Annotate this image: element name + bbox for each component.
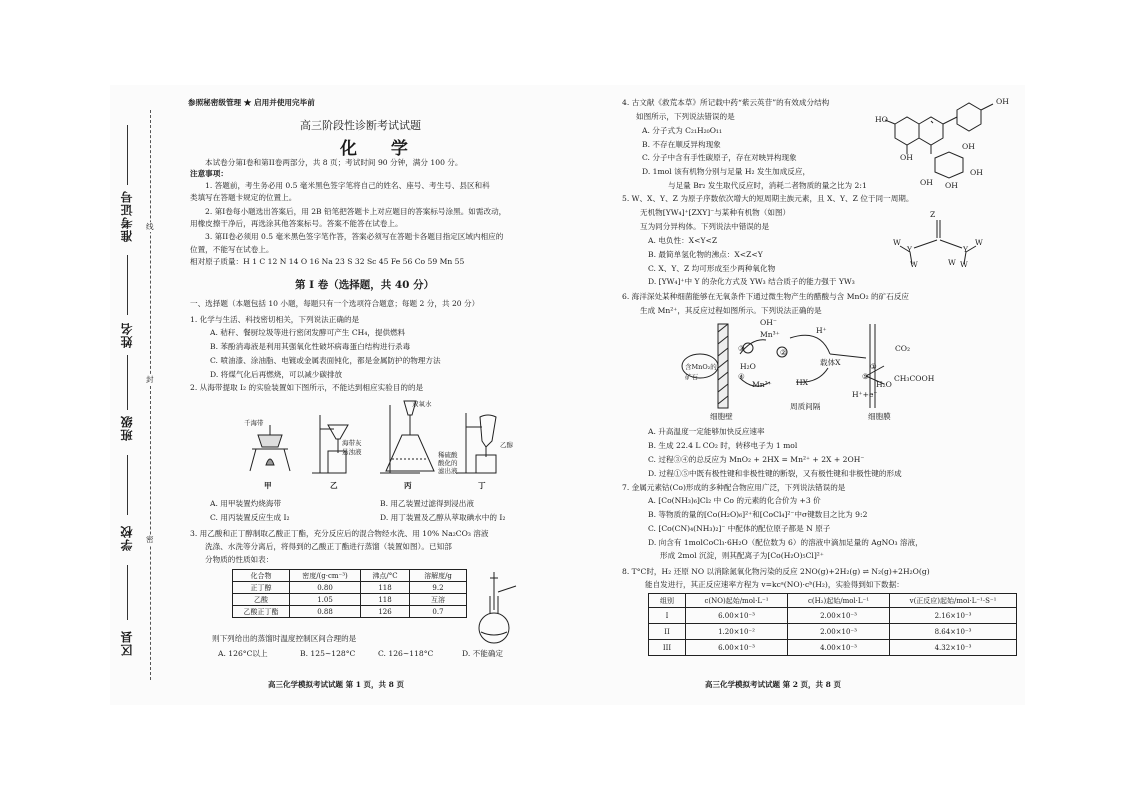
table-cell: I [649, 608, 686, 624]
margin-underline [127, 565, 128, 620]
q1-option: A. 秸秆、餐厨垃圾等进行密闭发酵可产生 CH₄，提供燃料 [210, 328, 406, 337]
q2-fig-label: 乙醇 [500, 441, 513, 449]
q6-diagram-label: ① [870, 362, 877, 371]
table-row [649, 640, 1017, 656]
q2-panel-label: 丙 [404, 481, 412, 490]
q2-fig-label: 千海带 [244, 419, 264, 427]
q6-diagram-label: ⑤ [862, 372, 869, 381]
table-row [233, 606, 467, 618]
margin-label-exam-number: 准考证号 [120, 190, 134, 242]
q5-struct-label: W [948, 258, 956, 267]
table-cell: 正丁醇 [233, 582, 290, 594]
table-cell: 2.00×10⁻³ [788, 624, 890, 640]
q6-diagram-label: 细胞壁 [710, 412, 733, 421]
q5-struct-label: Z [930, 210, 936, 219]
margin-label-class: 班级 [120, 415, 134, 441]
q8-stem: 8. T°C时，H₂ 还原 NO 以消除氮氧化物污染的反应 2NO(g)+2H₂(g) ⇌ N₂(g)+2H₂O(g) [622, 567, 930, 576]
q4-stem: 4. 古文献《救荒本草》所记载中药“紫云英苷”的有效成分结构 [622, 98, 830, 107]
table-cell: 6.00×10⁻³ [686, 608, 788, 624]
q4-option: A. 分子式为 C₂₁H₂₀O₁₁ [642, 126, 723, 135]
q7-option: D. 向含有 1molCoCl₃·6H₂O（配位数为 6）的溶液中滴加足量的 AgNO₃ 溶液， [648, 538, 923, 547]
notice-line: 位置，不能写在试卷上。 [190, 245, 274, 254]
table-cell: 4.00×10⁻³ [788, 640, 890, 656]
q2-option: D. 用丁装置及乙醇从萃取碘水中的 I₂ [380, 513, 506, 522]
q3-question: 则下列给出的蒸馏时温度控制区间合理的是 [212, 634, 357, 643]
q6-stem: 6. 海洋深处某种细菌能够在无氧条件下通过微生物产生的醋酸与含 MnO₂ 的矿石反应 [622, 292, 910, 301]
q3-stem: 洗涤、水洗等分离后，将得到的乙酸正丁酯进行蒸馏（装置如图）。已知部 [205, 542, 452, 551]
q8-stem: 能自发进行，其正反应速率方程为 v=kcᵃ(NO)·cᵇ(H₂)，实验得到如下数据： [645, 580, 904, 589]
table-row [649, 608, 1017, 624]
table-cell: 0.7 [410, 606, 467, 618]
table-row [233, 582, 467, 594]
q5-stem: 5. W、X、Y、Z 为原子序数依次增大的短周期主族元素，且 X、Y、Z 位于同一周期。 [622, 194, 914, 203]
margin-underline [127, 355, 128, 410]
table-header-cell: 溶解度/g [410, 570, 467, 582]
q6-option: B. 生成 22.4 L CO₂ 时，转移电子为 1 mol [648, 441, 798, 450]
table-header-cell: 组别 [649, 594, 686, 608]
table-cell: 126 [361, 606, 410, 618]
table-cell: 乙酸 [233, 594, 290, 606]
table-cell: 2.00×10⁻³ [788, 608, 890, 624]
table-cell: 2.16×10⁻³ [890, 608, 1017, 624]
q7-option: A. [Co(NH₃)₆]Cl₂ 中 Co 的元素的化合价为 +3 价 [648, 496, 821, 505]
q6-diagram-label: 周质间隔 [790, 402, 821, 411]
q5-option: D. [YW₄]⁺中 Y 的杂化方式及 YW₃ 结合质子的能力强于 YW₃ [648, 277, 855, 286]
q8-data-table [648, 593, 1017, 656]
q3-distillation-flask [470, 570, 520, 645]
table-cell: 118 [361, 594, 410, 606]
atomic-masses: 相对原子质量：H 1 C 12 N 14 O 16 Na 23 S 32 Sc 45 Fe 56 Co 59 Mn 55 [190, 257, 465, 266]
page-footer: 高三化学模拟考试试题 第 1 页，共 8 页 [268, 680, 404, 689]
q4-struct-label: OH [970, 168, 983, 177]
margin-label-district: 区县 [120, 630, 134, 656]
confidential-header: 参照秘密级管理 ★ 启用并使用完毕前 [188, 98, 315, 107]
q4-structure-figure [875, 96, 1025, 191]
notice-line: 2. 第I卷每小题选出答案后，用 2B 铅笔把答题卡上对应题目的答案标号涂黑。如需改动， [205, 207, 507, 216]
q5-option: A. 电负性：X<Y<Z [648, 236, 718, 245]
q5-structure-figure [892, 210, 982, 270]
table-cell: 1.05 [290, 594, 361, 606]
table-cell: 8.64×10⁻³ [890, 624, 1017, 640]
q2-fig-label: 海带灰 [342, 439, 362, 447]
table-header-cell: c(NO)起始/mol·L⁻¹ [686, 594, 788, 608]
seal-char-feng: 封 [146, 375, 154, 384]
table-header-cell: v(正反应)起始/mol·L⁻¹·S⁻¹ [890, 594, 1017, 608]
q6-diagram-label: OH⁻ [760, 318, 777, 327]
seal-char-xian: 线 [146, 222, 154, 231]
q6-diagram-label: 含MnO₂的矿石 [685, 363, 717, 382]
q4-option: C. 分子中含有手性碳原子，存在对映异构现象 [642, 153, 797, 162]
q7-option: 形成 2mol 沉淀，则其配离子为[Co(H₂O)₅Cl]²⁺ [660, 551, 824, 560]
q4-struct-label: OH [945, 181, 958, 190]
q2-fig-label: 悬浊液 [342, 448, 362, 456]
q6-stem: 生成 Mn²⁺，其反应过程如图所示。下列说法正确的是 [640, 306, 822, 315]
table-cell: 乙酸正丁酯 [233, 606, 290, 618]
q5-option: B. 最简单氢化物的沸点：X<Z<Y [648, 250, 763, 259]
q6-diagram-label: ③ [738, 344, 745, 353]
q1-option: C. 喷油漆、涂油脂、电镀或金属表面钝化，都是金属防护的物理方法 [210, 356, 441, 365]
section-title: 第 I 卷（选择题，共 40 分） [295, 279, 435, 291]
table-header-cell: c(H₂)起始/mol·L⁻¹ [788, 594, 890, 608]
q2-panel-label: 乙 [330, 481, 338, 490]
q2-option: C. 用丙装置反应生成 I₂ [210, 513, 290, 522]
margin-underline [127, 455, 128, 515]
q2-fig-label: 滤出液 [438, 467, 458, 475]
q3-option: D. 不能确定 [462, 649, 504, 658]
margin-underline [127, 125, 128, 185]
q5-stem: 无机物[YW₄]⁺[ZXY]⁻与某种有机物（如图） [640, 208, 791, 217]
q6-option: A. 升高温度一定能够加快反应速率 [648, 427, 765, 436]
q3-stem: 分物质的性质如表： [205, 555, 274, 564]
q4-struct-label: OH [900, 153, 913, 162]
table-header-cell: 沸点/°C [361, 570, 410, 582]
q1-option: D. 将煤气化后再燃烧，可以减少碳排放 [210, 370, 343, 379]
table-cell: 0.88 [290, 606, 361, 618]
q6-diagram-label: Mn³⁺ [760, 330, 780, 339]
q5-struct-label: Y [963, 245, 969, 254]
table-cell: 6.00×10⁻³ [686, 640, 788, 656]
q6-option: D. 过程①⑤中既有极性键和非极性键的断裂，又有极性键和非极性键的形成 [648, 469, 902, 478]
q6-diagram-label: ④ [738, 372, 745, 381]
q7-stem: 7. 金属元素钴(Co)形成的多种配合物应用广泛，下列说法错误的是 [622, 483, 846, 492]
q1-option: B. 苯酚消毒液是利用其强氧化性破坏病毒蛋白结构进行杀毒 [210, 342, 411, 351]
table-header-row [233, 570, 467, 582]
q6-diagram-label: CO₂ [895, 344, 911, 353]
seal-line [150, 110, 151, 680]
q4-struct-label: HO [875, 115, 888, 124]
q4-option: B. 不存在顺反异构现象 [642, 140, 721, 149]
table-cell: 4.32×10⁻³ [890, 640, 1017, 656]
table-header-cell: 化合物 [233, 570, 290, 582]
q3-property-table [232, 569, 467, 618]
q6-diagram-label: 细胞膜 [868, 412, 891, 421]
exam-intro: 本试卷分第I卷和第II卷两部分，共 8 页；考试时间 90 分钟，满分 100 分。 [205, 158, 463, 167]
notice-line: 1. 答题前，考生务必用 0.5 毫米黑色签字笔将自己的姓名、座号、考生号、县区和科 [205, 181, 490, 190]
q6-diagram-label: H⁺ [816, 326, 827, 335]
q5-struct-label: Y [907, 245, 913, 254]
seal-char-mi: 密 [146, 535, 154, 544]
q2-panel-label: 甲 [264, 481, 272, 490]
q6-diagram-label: Mn²⁺ [752, 380, 772, 389]
margin-label-school: 学校 [120, 525, 134, 551]
q6-diagram-label: ② [780, 348, 787, 357]
margin-underline [127, 255, 128, 315]
table-row [233, 594, 467, 606]
q3-option: C. 126~118°C [378, 649, 434, 658]
q4-struct-label: OH [920, 178, 933, 187]
q5-struct-label: W [960, 260, 968, 269]
table-header-cell: 密度/(g·cm⁻³) [290, 570, 361, 582]
table-cell: 互溶 [410, 594, 467, 606]
exam-title: 高三阶段性诊断考试试题 [300, 119, 421, 132]
table-cell: 0.80 [290, 582, 361, 594]
q3-option: B. 125~128°C [300, 649, 356, 658]
table-cell: II [649, 624, 686, 640]
q6-diagram-label: H⁺+e⁻ [852, 390, 878, 399]
q6-option: C. 过程③④的总反应为 MnO₂ + 2HX = Mn²⁺ + 2X + 2OH⁻ [648, 455, 865, 464]
q6-diagram-label: CH₃COOH [894, 374, 935, 383]
table-header-row [649, 594, 1017, 608]
q2-fig-label: 双氧水 [412, 400, 432, 408]
q5-struct-label: W [975, 238, 983, 247]
q2-option: A. 用甲装置灼烧海带 [210, 499, 282, 508]
q3-stem: 3. 用乙酸和正丁醇制取乙酸正丁酯，充分反应后的混合物经水洗、用 10% Na₂CO₃ 溶液 [190, 529, 489, 538]
q3-option: A. 126°C以上 [218, 649, 268, 658]
q7-option: B. 等物质的量的[Co(H₂O)₆]²⁺和[CoCl₄]²⁻中σ键数目之比为 9:2 [648, 510, 868, 519]
q4-struct-label: OH [962, 142, 975, 151]
table-cell: 9.2 [410, 582, 467, 594]
part-heading: 一、选择题（本题包括 10 小题，每题只有一个选项符合题意；每题 2 分，共 20 分） [190, 299, 480, 308]
notice-title: 注意事项： [190, 169, 228, 178]
notice-line: 用橡皮擦干净后，再选涂其他答案标号。答案不能答在试卷上。 [190, 219, 403, 228]
q4-option: 与足量 Br₂ 发生取代反应时，消耗二者物质的量之比为 2:1 [668, 181, 867, 190]
q4-stem: 如图所示，下列说法错误的是 [636, 112, 735, 121]
table-cell: 118 [361, 582, 410, 594]
q2-apparatus-figure [230, 395, 530, 495]
notice-line: 类填写在答题卡规定的位置上。 [190, 193, 297, 202]
table-cell: III [649, 640, 686, 656]
table-cell: 1.20×10⁻² [686, 624, 788, 640]
q6-diagram-label: H₂O [740, 362, 756, 371]
q6-diagram-label: HX [796, 378, 809, 387]
notice-line: 3. 第II卷必须用 0.5 毫米黑色签字笔作答，答案必须写在答题卡各题目指定区域内相应的 [205, 232, 504, 241]
q4-option: D. 1mol 该有机物分别与足量 H₂ 发生加成反应， [642, 167, 811, 176]
q6-diagram-label: H₂O [876, 380, 892, 389]
q4-struct-label: OH [996, 97, 1009, 106]
q2-panel-label: 丁 [478, 481, 486, 490]
subject-title: 化 学 [340, 139, 422, 159]
q5-stem: 互为同分异构体。下列说法中错误的是 [640, 222, 770, 231]
q2-option: B. 用乙装置过滤得到浸出液 [380, 499, 474, 508]
q5-option: C. X、Y、Z 均可形成至少两种氧化物 [648, 264, 776, 273]
table-row [649, 624, 1017, 640]
q2-fig-label: 酸化的 [438, 459, 458, 467]
q2-fig-label: 稀硫酸 [438, 451, 458, 459]
margin-label-name: 姓名 [120, 322, 134, 348]
q5-struct-label: W [910, 260, 918, 269]
q1-stem: 1. 化学与生活、科技密切相关，下列说法正确的是 [190, 315, 360, 324]
q6-diagram-label: 载体X [820, 358, 841, 367]
q5-struct-label: W [893, 238, 901, 247]
q7-option: C. [Co(CN)₄(NH₃)₂]⁻ 中配体的配位原子都是 N 原子 [648, 524, 831, 533]
q2-stem: 2. 从海带提取 I₂ 的实验装置如下图所示，不能达到相应实验目的的是 [190, 383, 424, 392]
page-footer: 高三化学模拟考试试题 第 2 页，共 8 页 [705, 680, 841, 689]
